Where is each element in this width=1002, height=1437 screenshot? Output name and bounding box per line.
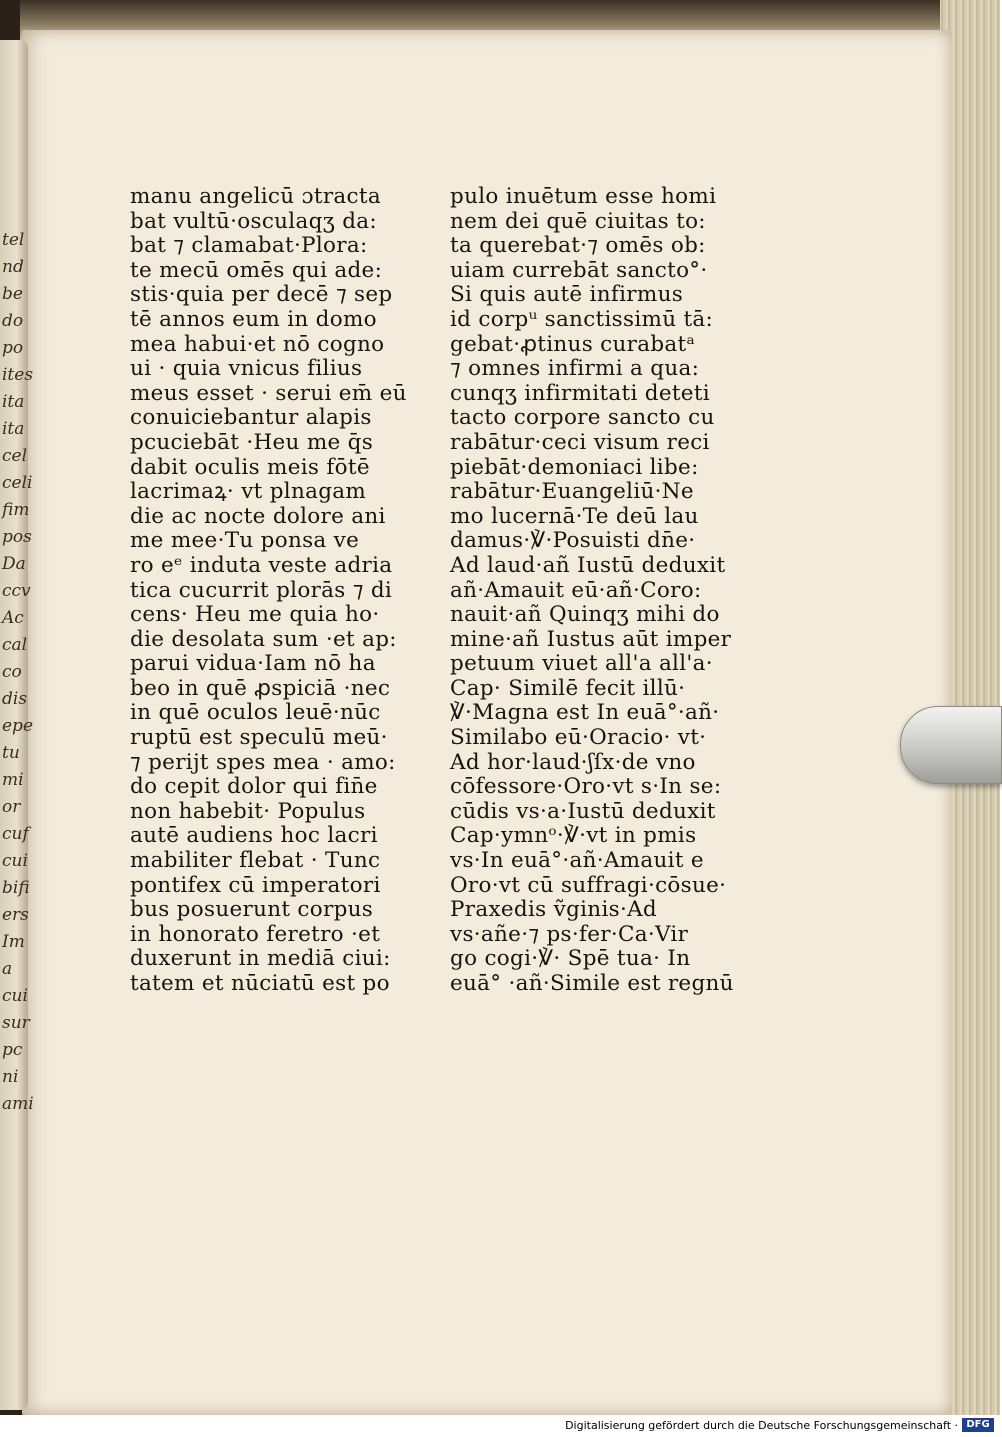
text-line: non habebit· Populus [130, 798, 366, 824]
facing-page-fragment: Ac [2, 608, 24, 628]
text-line: Ad hor·laud·ʃſx·de vno [450, 749, 696, 775]
text-line: rabātur·ceci visum reci [450, 429, 710, 455]
text-line: meus esset · serui em̄ eū [130, 380, 407, 406]
facing-page-fragment: cal [2, 635, 28, 655]
page-clip [900, 706, 1002, 784]
text-line: tica cucurrit plorās ⁊ di [130, 577, 393, 603]
facing-page-fragment: a [2, 959, 13, 979]
facing-page-fragment: sur [2, 1013, 30, 1033]
text-line: vs·In euā°·añ·Amauit e [450, 848, 704, 874]
text-line: me mee·Tu ponsa ve [130, 528, 360, 554]
text-line: tē annos eum in domo [130, 306, 377, 332]
text-line: Cap· Similē fecit illū· [450, 675, 686, 701]
facing-page-fragment: pos [2, 527, 32, 547]
facing-page-fragment: pc [2, 1040, 23, 1060]
text-line: tacto corpore sancto cu [450, 405, 715, 431]
facing-page-fragment: mi [2, 770, 24, 790]
text-line: nem dei quē ciuitas to: [450, 208, 706, 234]
text-line: pontifex cū imperatori [130, 872, 381, 898]
text-line: ruptū est speculū meū· [130, 725, 388, 751]
text-line: bus posuerunt corpus [130, 897, 374, 923]
text-line: mine·añ Iustus aūt imper [450, 626, 732, 652]
text-line: in honorato feretro ·et [130, 921, 381, 947]
facing-page-fragment: dis [2, 689, 28, 709]
text-line: damus·℣·Posuisti dn̄e· [450, 528, 696, 554]
text-line: pulo inuētum esse homi [450, 184, 717, 209]
footer-bar [0, 1415, 1000, 1437]
text-line: Si quis autē infirmus [450, 282, 684, 308]
text-line: Similabo eū·Oracio· vt· [450, 725, 707, 751]
facing-page-fragment: cel [2, 446, 28, 466]
text-line: bat ⁊ clamabat·Plora: [130, 233, 368, 259]
text-line: ℣·Magna est In euā°·añ· [450, 700, 720, 726]
facing-page-fragment: Da [2, 554, 26, 574]
text-line: bat vultū·osculaqʒ da: [130, 208, 377, 234]
text-line: in quē oculos leuē·nūc [130, 700, 381, 726]
facing-page-fragment: do [2, 311, 24, 331]
text-line: piebāt·demoniaci libe: [450, 454, 699, 480]
facing-page-fragment: ami [2, 1094, 34, 1114]
text-line: cens· Heu me quia ho· [130, 602, 380, 628]
facing-page-fragment: ites [2, 365, 34, 385]
text-line: beo in quē ꝓspiciā ·nec [130, 675, 391, 701]
facing-page-fragment: bifi [2, 878, 30, 898]
text-line: tatem et nūciatū est po [130, 971, 390, 996]
facing-page-fragment: ers [2, 905, 29, 925]
text-line: ro eᵉ induta veste adria [130, 552, 393, 578]
text-line: vs·añe·⁊ ps·fer·Ca·Vir [450, 921, 689, 947]
facing-page-fragment: Im [2, 932, 25, 952]
text-line: euā° ·añ·Simile est regnū [450, 971, 734, 996]
facing-page-fragment: fim [2, 500, 30, 520]
text-line: die ac nocte dolore ani [130, 503, 386, 529]
facing-page-fragment: cui [2, 986, 28, 1006]
facing-page-fragment: cui [2, 851, 28, 871]
facing-page-fragment: ita [2, 419, 25, 439]
facing-page-fragment: be [2, 284, 23, 304]
text-line: petuum viuet all'a all'a· [450, 651, 713, 677]
text-line: Oro·vt cū suffragi·cōsue· [450, 872, 727, 898]
facing-page-fragment: tel [2, 230, 25, 250]
text-line: duxerunt in mediā ciui: [130, 946, 391, 972]
text-line: gebat·ꝓtinus curabatᵃ [450, 331, 696, 357]
text-line: Ad laud·añ Iustū deduxit [450, 552, 726, 578]
facing-page-fragment: ccv [2, 581, 31, 601]
text-line: mabiliter flebat · Tunc [130, 848, 381, 874]
facing-page-fragment: po [2, 338, 24, 358]
text-line: mea habui·et nō cogno [130, 331, 385, 357]
text-line: lacrimaꝝ· vt plnagam [130, 479, 367, 505]
text-line: parui vidua·Iam nō ha [130, 651, 376, 677]
text-line: cōfessore·Oro·vt s·In se: [450, 774, 722, 800]
facing-page-edge [0, 40, 34, 1410]
facing-page-fragment: nd [2, 257, 24, 277]
text-line: nauit·añ Quinqʒ mihi do [450, 602, 720, 628]
facing-page-fragment: celi [2, 473, 33, 493]
text-line: ta querebat·⁊ omēs ob: [450, 233, 706, 259]
facing-page-fragment: tu [2, 743, 20, 763]
text-line: añ·Amauit eū·añ·Coro: [450, 577, 702, 603]
text-line: mo lucernā·Te deū lau [450, 503, 699, 529]
text-line: ui · quia vnicus filius [130, 356, 363, 382]
facing-page-fragment: epe [2, 716, 34, 736]
facing-page-fragment: or [2, 797, 21, 817]
text-column-left [130, 185, 410, 997]
text-line: dabit oculis meis fōtē [130, 454, 370, 480]
facing-page-fragment: ni [2, 1067, 19, 1087]
text-line: ⁊ omnes infirmi a qua: [450, 356, 700, 382]
text-line: Praxedis ṽginis·Ad [450, 897, 657, 923]
text-line: go cogi·℣· Spē tua· In [450, 946, 691, 972]
text-line: uiam currebāt sancto°· [450, 257, 708, 283]
text-line: ⁊ perijt spes mea · amo: [130, 749, 396, 775]
text-line: cūdis vs·a·Iustū deduxit [450, 798, 716, 824]
text-line: rabātur·Euangeliū·Ne [450, 479, 694, 505]
text-line: id corpᵘ sanctissimū tā: [450, 306, 714, 332]
facing-page-fragment: ita [2, 392, 25, 412]
text-line: Cap·ymnᵒ·℣·vt in pmis [450, 823, 697, 849]
funding-credit: Digitalisierung gefördert durch die Deutsche Forschungsgemeinschaft · [565, 1419, 958, 1432]
dfg-logo: DFG [962, 1418, 994, 1432]
text-line: die desolata sum ·et ap: [130, 626, 397, 652]
text-line: pcuciebāt ·Heu me q̄s [130, 429, 374, 455]
text-column-right [450, 185, 740, 997]
text-line: autē audiens hoc lacri [130, 823, 378, 849]
facing-page-fragment: co [2, 662, 22, 682]
text-line: conuiciebantur alapis [130, 405, 372, 431]
text-line: manu angelicū ɔtracta [130, 184, 381, 209]
text-line: cunqʒ infirmitati deteti [450, 380, 710, 406]
facing-page-fragment: cuf [2, 824, 29, 844]
text-line: do cepit dolor qui fin̄e [130, 774, 378, 800]
text-line: stis·quia per decē ⁊ sep [130, 282, 393, 308]
text-line: te mecū omēs qui ade: [130, 257, 383, 283]
